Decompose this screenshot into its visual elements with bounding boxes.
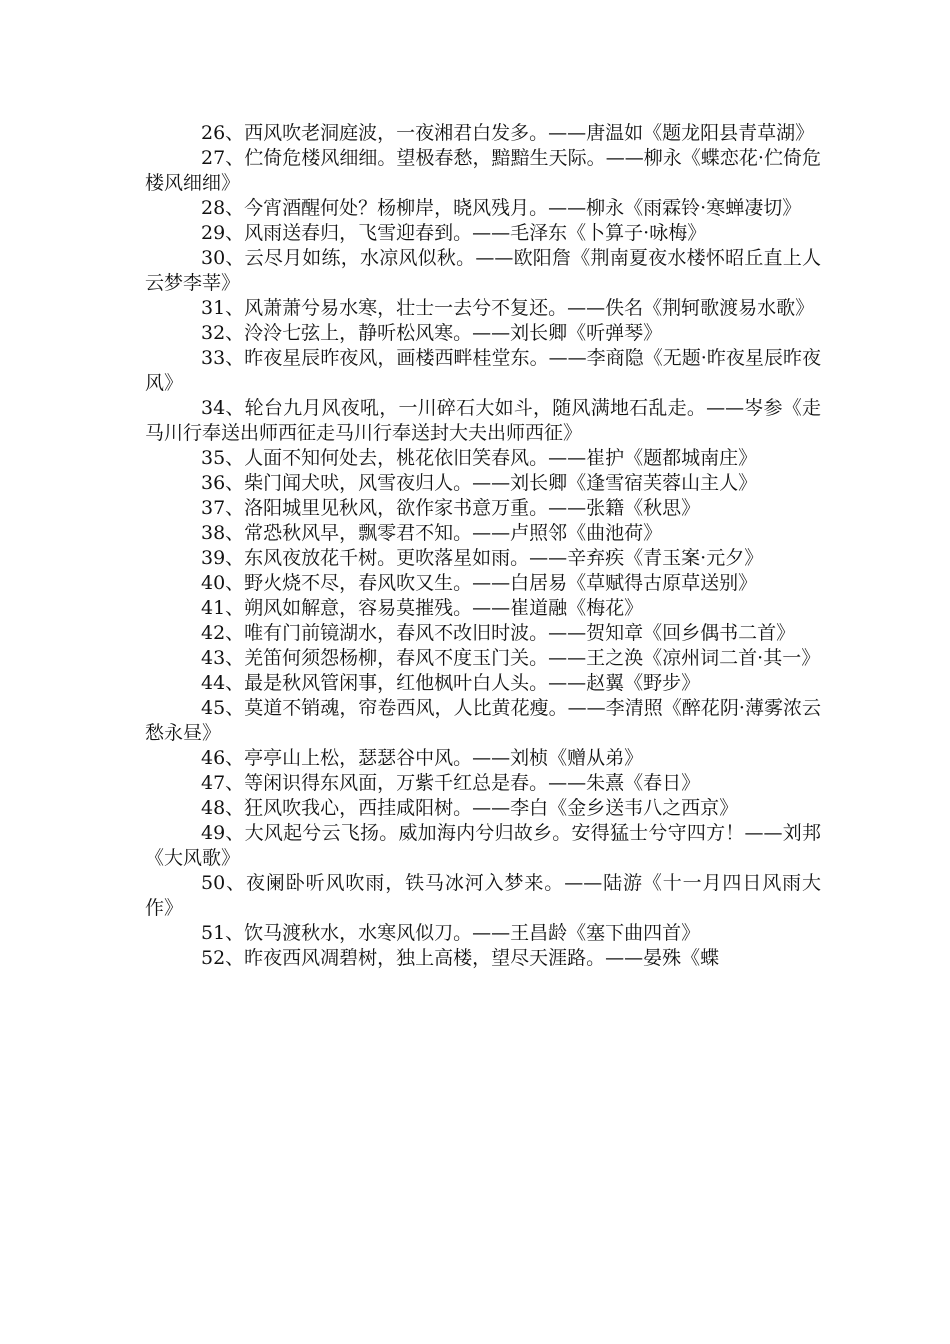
poem-line-48: 48、狂风吹我心，西挂咸阳树。——李白《金乡送韦八之西京》: [201, 797, 739, 819]
poem-line-49: 49、大风起兮云飞扬。威加海内兮归故乡。安得猛士兮守四方！——刘邦《大风歌》: [145, 822, 821, 869]
poem-line-51: 51、饮马渡秋水，水寒风似刀。——王昌龄《塞下曲四首》: [201, 922, 701, 944]
poem-line-41: 41、朔风如解意，容易莫摧残。——崔道融《梅花》: [201, 597, 644, 619]
poem-line-40: 40、野火烧不尽，春风吹又生。——白居易《草赋得古原草送别》: [201, 572, 758, 594]
document-page: [145, 121, 821, 971]
poem-line-32: 32、泠泠七弦上，静听松风寒。——刘长卿《听弹琴》: [201, 322, 663, 344]
poem-line-26: 26、西风吹老洞庭波，一夜湘君白发多。——唐温如《题龙阳县青草湖》: [201, 122, 815, 144]
poem-line-42: 42、唯有门前镜湖水，春风不改旧时波。——贺知章《回乡偶书二首》: [201, 622, 796, 644]
poem-line-30: 30、云尽月如练，水凉风似秋。——欧阳詹《荆南夏夜水楼怀昭丘直上人云梦李莘》: [145, 247, 821, 294]
poem-line-36: 36、柴门闻犬吠，风雪夜归人。——刘长卿《逢雪宿芙蓉山主人》: [201, 472, 758, 494]
poem-line-46: 46、亭亭山上松，瑟瑟谷中风。——刘桢《赠从弟》: [201, 747, 644, 769]
poem-line-38: 38、常恐秋风早，飘零君不知。——卢照邻《曲池荷》: [201, 522, 663, 544]
poem-line-39: 39、东风夜放花千树。更吹落星如雨。——辛弃疾《青玉案·元夕》: [201, 547, 764, 569]
poem-line-44: 44、最是秋风管闲事，红他枫叶白人头。——赵翼《野步》: [201, 672, 701, 694]
poem-line-29: 29、风雨送春归，飞雪迎春到。——毛泽东《卜算子·咏梅》: [201, 222, 707, 244]
poem-line-28: 28、今宵酒醒何处？杨柳岸，晓风残月。——柳永《雨霖铃·寒蝉凄切》: [201, 197, 802, 219]
poem-line-31: 31、风萧萧兮易水寒，壮士一去兮不复还。——佚名《荆轲歌渡易水歌》: [201, 297, 815, 319]
poem-line-43: 43、羌笛何须怨杨柳，春风不度玉门关。——王之涣《凉州词二首·其一》: [201, 647, 821, 669]
poem-line-35: 35、人面不知何处去，桃花依旧笑春风。——崔护《题都城南庄》: [201, 447, 758, 469]
poem-line-50: 50、夜阑卧听风吹雨，铁马冰河入梦来。——陆游《十一月四日风雨大作》: [145, 872, 821, 919]
poem-line-34: 34、轮台九月风夜吼，一川碎石大如斗，随风满地石乱走。——岑参《走马川行奉送出师西征走马川行奉送封大夫出师西征》: [145, 397, 821, 444]
poem-line-45: 45、莫道不销魂，帘卷西风，人比黄花瘦。——李清照《醉花阴·薄雾浓云愁永昼》: [145, 697, 821, 744]
poem-line-33: 33、昨夜星辰昨夜风，画楼西畔桂堂东。——李商隐《无题·昨夜星辰昨夜风》: [145, 347, 821, 394]
poem-line-52: 52、昨夜西风凋碧树，独上高楼，望尽天涯路。——晏殊《蝶: [201, 947, 720, 969]
poem-line-27: 27、伫倚危楼风细细。望极春愁，黯黯生天际。——柳永《蝶恋花·伫倚危楼风细细》: [145, 147, 821, 194]
poem-line-47: 47、等闲识得东风面，万紫千红总是春。——朱熹《春日》: [201, 772, 701, 794]
poem-line-37: 37、洛阳城里见秋风，欲作家书意万重。——张籍《秋思》: [201, 497, 701, 519]
